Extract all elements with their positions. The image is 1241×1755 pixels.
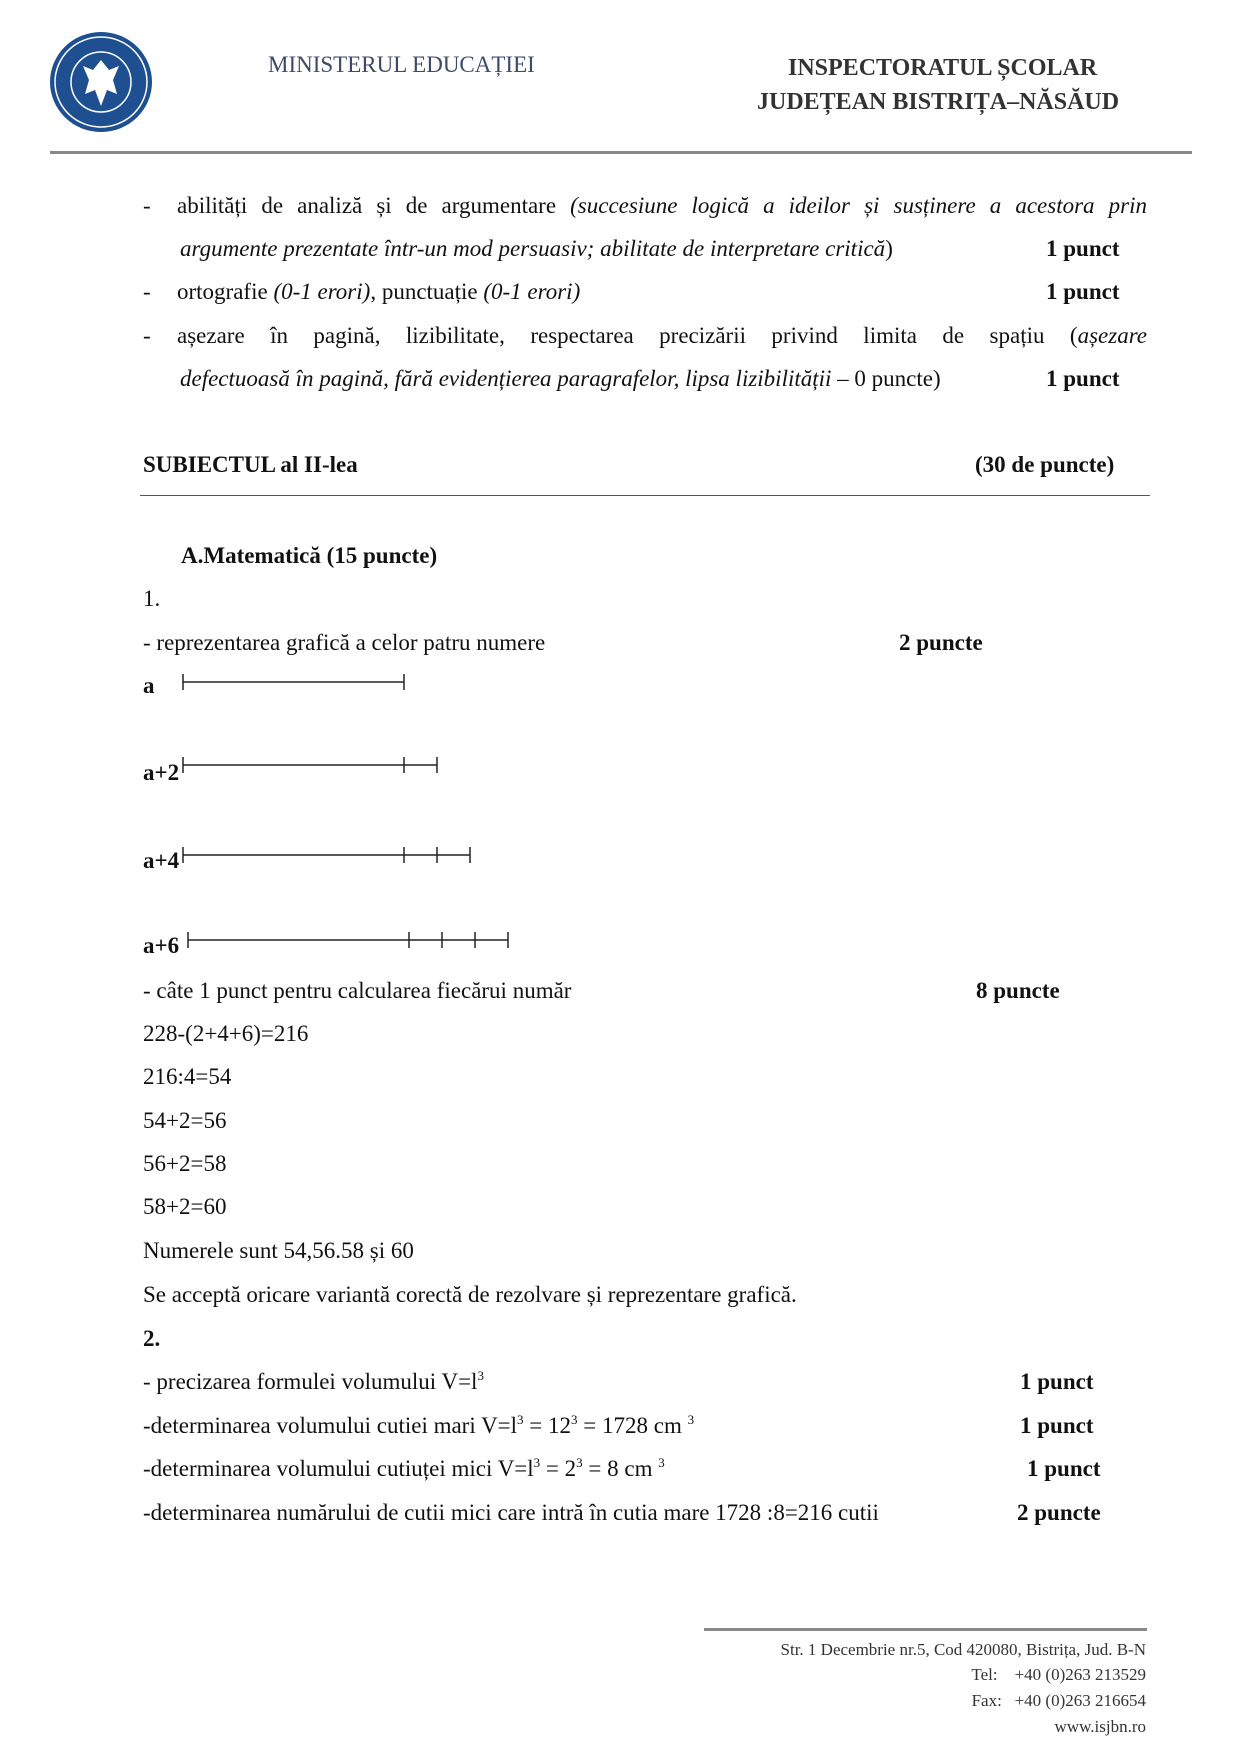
calc-criterion: - câte 1 punct pentru calcularea fiecărui număr — [143, 978, 572, 1003]
graph-criterion: - reprezentarea grafică a celor patru numere — [143, 630, 546, 655]
criterion-layout-cont: defectuoasă în pagină, fără evidențierea paragrafelor, lipsa lizibilității – 0 puncte) — [180, 366, 941, 391]
calc-step: 216:4=54 — [143, 1064, 232, 1089]
criterion-points: 1 punct — [1046, 366, 1120, 391]
graph-points: 2 puncte — [899, 630, 983, 655]
q2-item: - precizarea formulei volumului $V=l^3$ — [143, 1368, 484, 1394]
q2-points: 2 puncte — [1017, 1500, 1101, 1525]
footer-divider — [704, 1628, 1147, 1631]
criterion-dash: - — [143, 193, 151, 218]
section-points: (30 de puncte) — [975, 452, 1115, 477]
question-number: 2. — [143, 1326, 161, 1351]
note-line: Se acceptă oricare variantă corectă de rezolvare și reprezentare grafică. — [143, 1282, 797, 1307]
q2-points: 1 punct — [1020, 1413, 1094, 1438]
number-label-a: a — [143, 673, 155, 698]
criterion-dash: - — [143, 323, 151, 348]
q2-points: 1 punct — [1020, 1369, 1094, 1394]
q2-item: -determinarea volumului cutiei mari $V=l^3 = 12^3 = 1728$ cm $^3$ — [143, 1412, 695, 1438]
criterion-analysis: abilități de analiză și de argumentare (succesiune logică a ideilor și susținere a acestora prin — [177, 193, 1147, 218]
number-label-a6: a+6 — [143, 933, 180, 958]
criterion-points: 1 punct — [1046, 279, 1120, 304]
math-title: A.Matematică (15 puncte) — [181, 543, 438, 568]
section-title: SUBIECTUL al II-lea — [143, 452, 358, 477]
ministry-name: MINISTERUL EDUCAȚIEI — [268, 52, 535, 77]
footer-website: www.isjbn.ro — [1054, 1717, 1146, 1736]
number-label-a4: a+4 — [143, 848, 180, 873]
number-label-a2: a+2 — [143, 760, 180, 785]
inspectorate-name-line2: JUDEȚEAN BISTRIȚA–NĂSĂUD — [757, 89, 1120, 115]
footer-tel: Tel: +40 (0)263 213529 — [971, 1665, 1146, 1684]
calc-points: 8 puncte — [976, 978, 1060, 1003]
criterion-points: 1 punct — [1046, 236, 1120, 261]
footer-fax: Fax: +40 (0)263 216654 — [971, 1691, 1146, 1710]
q2-item: -determinarea numărului de cutii mici care intră în cutia mare 1728 :8=216 cutii — [143, 1500, 879, 1525]
answer-line: Numerele sunt 54,56.58 și 60 — [143, 1238, 414, 1263]
question-number: 1. — [143, 586, 161, 611]
calc-step: 228-(2+4+6)=216 — [143, 1021, 309, 1046]
criterion-analysis-cont: argumente prezentate într-un mod persuasiv; abilitate de interpretare critică) — [180, 236, 893, 261]
inspectorate-name-line1: INSPECTORATUL ȘCOLAR — [788, 55, 1098, 81]
criterion-layout: așezare în pagină, lizibilitate, respectarea precizării privind limita de spațiu (așezare — [177, 323, 1147, 348]
footer-address: Str. 1 Decembrie nr.5, Cod 420080, Bistrița, Jud. B-N — [780, 1640, 1146, 1659]
q2-points: 1 punct — [1027, 1456, 1101, 1481]
calc-step: 56+2=58 — [143, 1151, 227, 1176]
q2-item: -determinarea volumului cutiuței mici $V=l^3 = 2^3 = 8$ cm $^3$ — [143, 1455, 665, 1481]
calc-step: 58+2=60 — [143, 1194, 227, 1219]
criterion-dash: - — [143, 279, 151, 304]
calc-step: 54+2=56 — [143, 1108, 227, 1133]
criterion-spelling: ortografie (0-1 erori), punctuație (0-1 erori) — [177, 279, 581, 304]
